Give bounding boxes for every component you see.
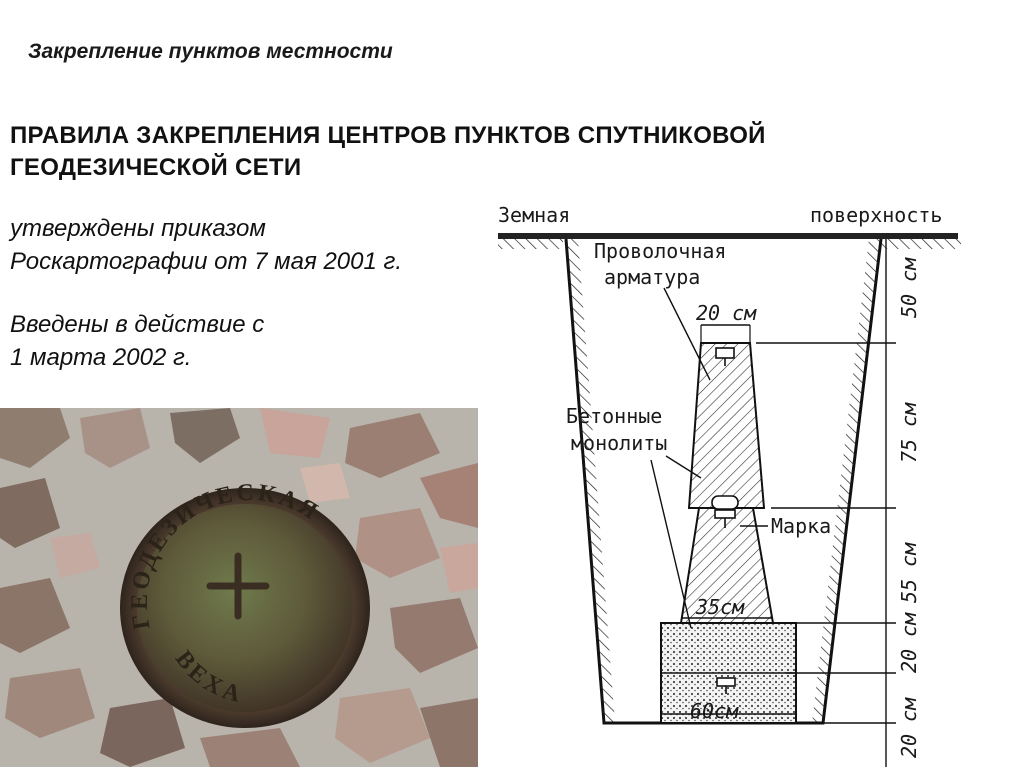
mark-label: Марка <box>771 514 832 538</box>
title-line-2: ГЕОДЕЗИЧЕСКОЙ СЕТИ <box>10 154 302 181</box>
concrete-monolith-label-line1: Бетонные <box>566 404 663 428</box>
ground-label-right: поверхность <box>810 203 943 227</box>
approval-line-1: утверждены приказом <box>10 215 266 242</box>
dimension-55cm: 55 см <box>897 542 921 603</box>
wire-reinforcement-label-line2: арматура <box>604 265 701 289</box>
dimension-20cm-upper: 20 см <box>897 612 921 673</box>
approval-note <box>10 212 402 278</box>
page-title <box>10 120 970 184</box>
upper-concrete-monolith <box>689 343 764 508</box>
slide-subtitle: Закрепление пунктов местности <box>28 40 393 63</box>
survey-mark-photo <box>0 408 478 767</box>
disk-text-top: ГЕОДЕЗИЧЕСКАЯ <box>126 479 325 632</box>
mid-width-label: 35см <box>696 595 745 619</box>
base-width-label: 60см <box>690 699 739 723</box>
dimension-75cm: 75 см <box>897 402 921 463</box>
wire-reinforcement-label-line1: Проволочная <box>594 239 727 263</box>
dimension-20cm-lower: 20 см <box>897 697 921 758</box>
title-line-1: ПРАВИЛА ЗАКРЕПЛЕНИЯ ЦЕНТРОВ ПУНКТОВ СПУТНИКОВОЙ <box>10 122 766 149</box>
ground-surface-line <box>498 233 958 239</box>
effective-date-note <box>10 308 264 374</box>
top-width-label: 20 см <box>696 301 757 325</box>
dimension-50cm: 50 см <box>897 257 921 318</box>
concrete-monolith-label-line2: монолиты <box>571 431 668 455</box>
approval-line-2: Роскартографии от 7 мая 2001 г. <box>10 248 403 275</box>
effective-line-2: 1 марта 2002 г. <box>10 344 192 371</box>
disk-text-bottom: ВЕХА <box>169 646 247 709</box>
marker-cross-section-diagram <box>486 188 1024 767</box>
effective-line-1: Введены в действие с <box>10 311 265 338</box>
ground-label-left: Земная <box>498 203 571 227</box>
